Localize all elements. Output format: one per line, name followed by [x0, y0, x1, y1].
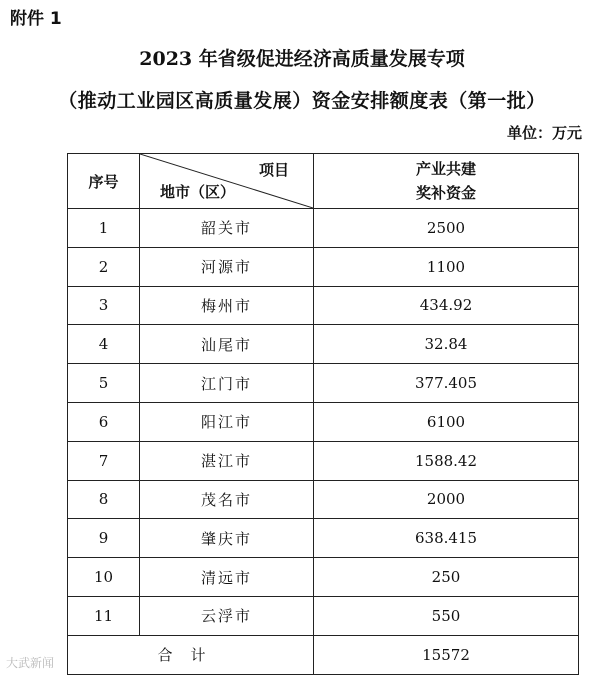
table-row: [68, 558, 579, 597]
row-seq: 11: [68, 596, 140, 635]
row-seq: 1: [68, 209, 140, 248]
row-city: 清远市: [140, 558, 314, 597]
row-city: 云浮市: [140, 596, 314, 635]
funding-table: [67, 153, 579, 675]
row-amount: 377.405: [314, 364, 579, 403]
row-seq: 4: [68, 325, 140, 364]
header-funding-line2: 奖补资金: [415, 184, 476, 202]
watermark: 大武新闻: [6, 656, 55, 670]
header-project: 项目: [258, 161, 289, 179]
row-seq: 9: [68, 519, 140, 558]
total-amount: 15572: [314, 635, 579, 674]
unit-label: 单位：万元: [506, 124, 582, 142]
row-amount: 250: [314, 558, 579, 597]
table-row: [68, 519, 579, 558]
row-city: 江门市: [140, 364, 314, 403]
row-city: 肇庆市: [140, 519, 314, 558]
row-seq: 3: [68, 286, 140, 325]
table-row: [68, 286, 579, 325]
attachment-label: 附件 1: [10, 9, 62, 29]
row-city: 梅州市: [140, 286, 314, 325]
table-header-row: [68, 154, 579, 209]
row-seq: 2: [68, 247, 140, 286]
row-seq: 8: [68, 480, 140, 519]
total-row: [68, 635, 579, 674]
row-amount: 32.84: [314, 325, 579, 364]
row-seq: 5: [68, 364, 140, 403]
table-row: [68, 364, 579, 403]
table-row: [68, 402, 579, 441]
header-city: 地市（区）: [160, 183, 236, 201]
header-diagonal-cell: [140, 154, 314, 209]
row-seq: 7: [68, 441, 140, 480]
row-amount: 2500: [314, 209, 579, 248]
table-row: [68, 247, 579, 286]
header-seq: 序号: [68, 154, 140, 209]
row-city: 韶关市: [140, 209, 314, 248]
row-amount: 638.415: [314, 519, 579, 558]
row-amount: 2000: [314, 480, 579, 519]
row-amount: 1588.42: [314, 441, 579, 480]
document-title-line2: （推动工业园区高质量发展）资金安排额度表（第一批）: [58, 90, 546, 112]
row-amount: 434.92: [314, 286, 579, 325]
row-city: 茂名市: [140, 480, 314, 519]
table-row: [68, 441, 579, 480]
row-city: 阳江市: [140, 402, 314, 441]
row-amount: 550: [314, 596, 579, 635]
table-body: [68, 209, 579, 636]
row-city: 河源市: [140, 247, 314, 286]
table-row: [68, 209, 579, 248]
table-row: [68, 325, 579, 364]
total-label: 合计: [68, 635, 314, 674]
row-amount: 1100: [314, 247, 579, 286]
row-amount: 6100: [314, 402, 579, 441]
header-funding: [314, 154, 579, 209]
table-row: [68, 596, 579, 635]
row-city: 湛江市: [140, 441, 314, 480]
header-funding-line1: 产业共建: [415, 160, 476, 178]
row-seq: 6: [68, 402, 140, 441]
document-title-line1: 2023 年省级促进经济高质量发展专项: [139, 48, 465, 70]
row-seq: 10: [68, 558, 140, 597]
table-row: [68, 480, 579, 519]
row-city: 汕尾市: [140, 325, 314, 364]
